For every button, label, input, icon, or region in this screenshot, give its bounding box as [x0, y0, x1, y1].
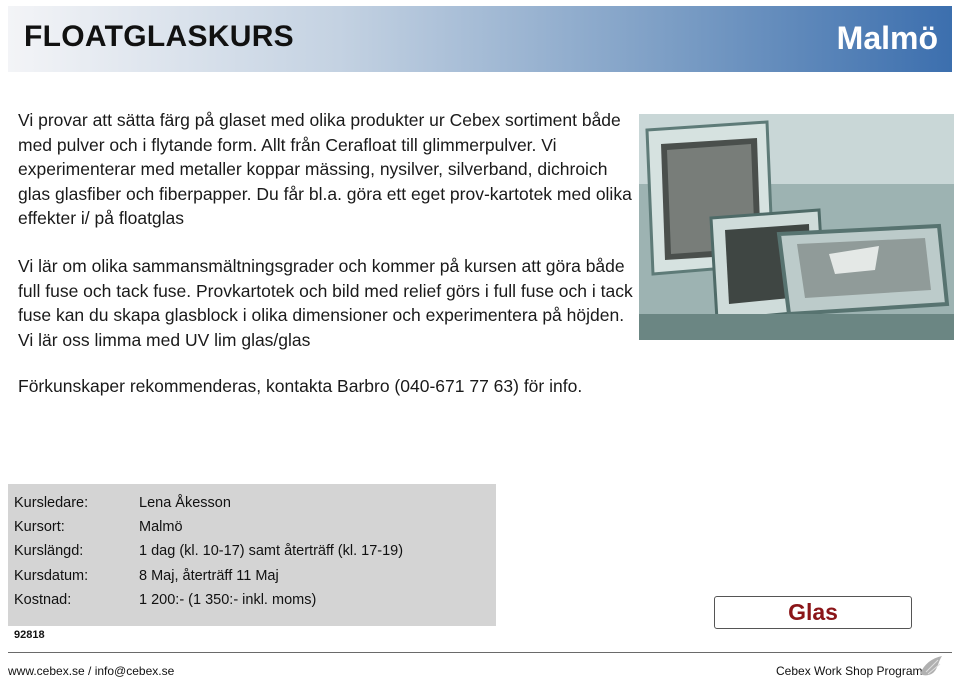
info-value: Malmö	[139, 519, 183, 535]
course-code: 92818	[14, 629, 45, 641]
info-label: Kursdatum:	[14, 568, 89, 584]
info-value: 1 dag (kl. 10-17) samt återträff (kl. 17-19)	[139, 543, 404, 559]
cebex-bird-logo-icon	[916, 654, 946, 685]
info-value: 8 Maj, återträff 11 Maj	[139, 568, 279, 584]
footer-contact: www.cebex.se / info@cebex.se	[8, 664, 175, 678]
course-city: Malmö	[836, 20, 938, 56]
footer-divider	[8, 652, 952, 653]
info-label: Kurslängd:	[14, 543, 84, 559]
footer-program: Cebex Work Shop Program	[776, 664, 923, 678]
info-label: Kostnad:	[14, 592, 72, 608]
description-paragraph-1: Vi provar att sätta färg på glaset med olika produkter ur Cebex sortiment både med pulver och i flytande form. Allt från Cerafloat till glimmerpulver. Vi experimenterar med metaller koppar mässing, nysilver, silverband, dichroich glas glasfiber och fiberpapper. Du får bl.a. göra ett eget prov-kartotek med olika effekter i/ på floatglas	[18, 110, 632, 228]
page-title: FLOATGLASKURS	[24, 20, 294, 53]
page-header	[8, 6, 952, 72]
category-box	[714, 596, 912, 629]
info-value: 1 200:- (1 350:- inkl. moms)	[139, 592, 317, 608]
info-label: Kursledare:	[14, 495, 89, 511]
info-value: Lena Åkesson	[139, 495, 231, 511]
info-label: Kursort:	[14, 519, 65, 535]
course-info-box	[8, 484, 496, 626]
glass-samples-photo	[639, 114, 954, 340]
description-paragraph-2: Vi lär om olika sammansmältningsgrader och kommer på kursen att göra både full fuse och tack fuse. Provkartotek och bild med relief görs i full fuse och i tack fuse kan du skapa glasblock i olika dimensioner och experimentera på höjden. Vi lär oss limma med UV lim glas/glas	[18, 256, 633, 350]
prerequisites-paragraph: Förkunskaper rekommenderas, kontakta Barbro (040-671 77 63) för info.	[18, 376, 583, 396]
category-label: Glas	[788, 599, 838, 625]
